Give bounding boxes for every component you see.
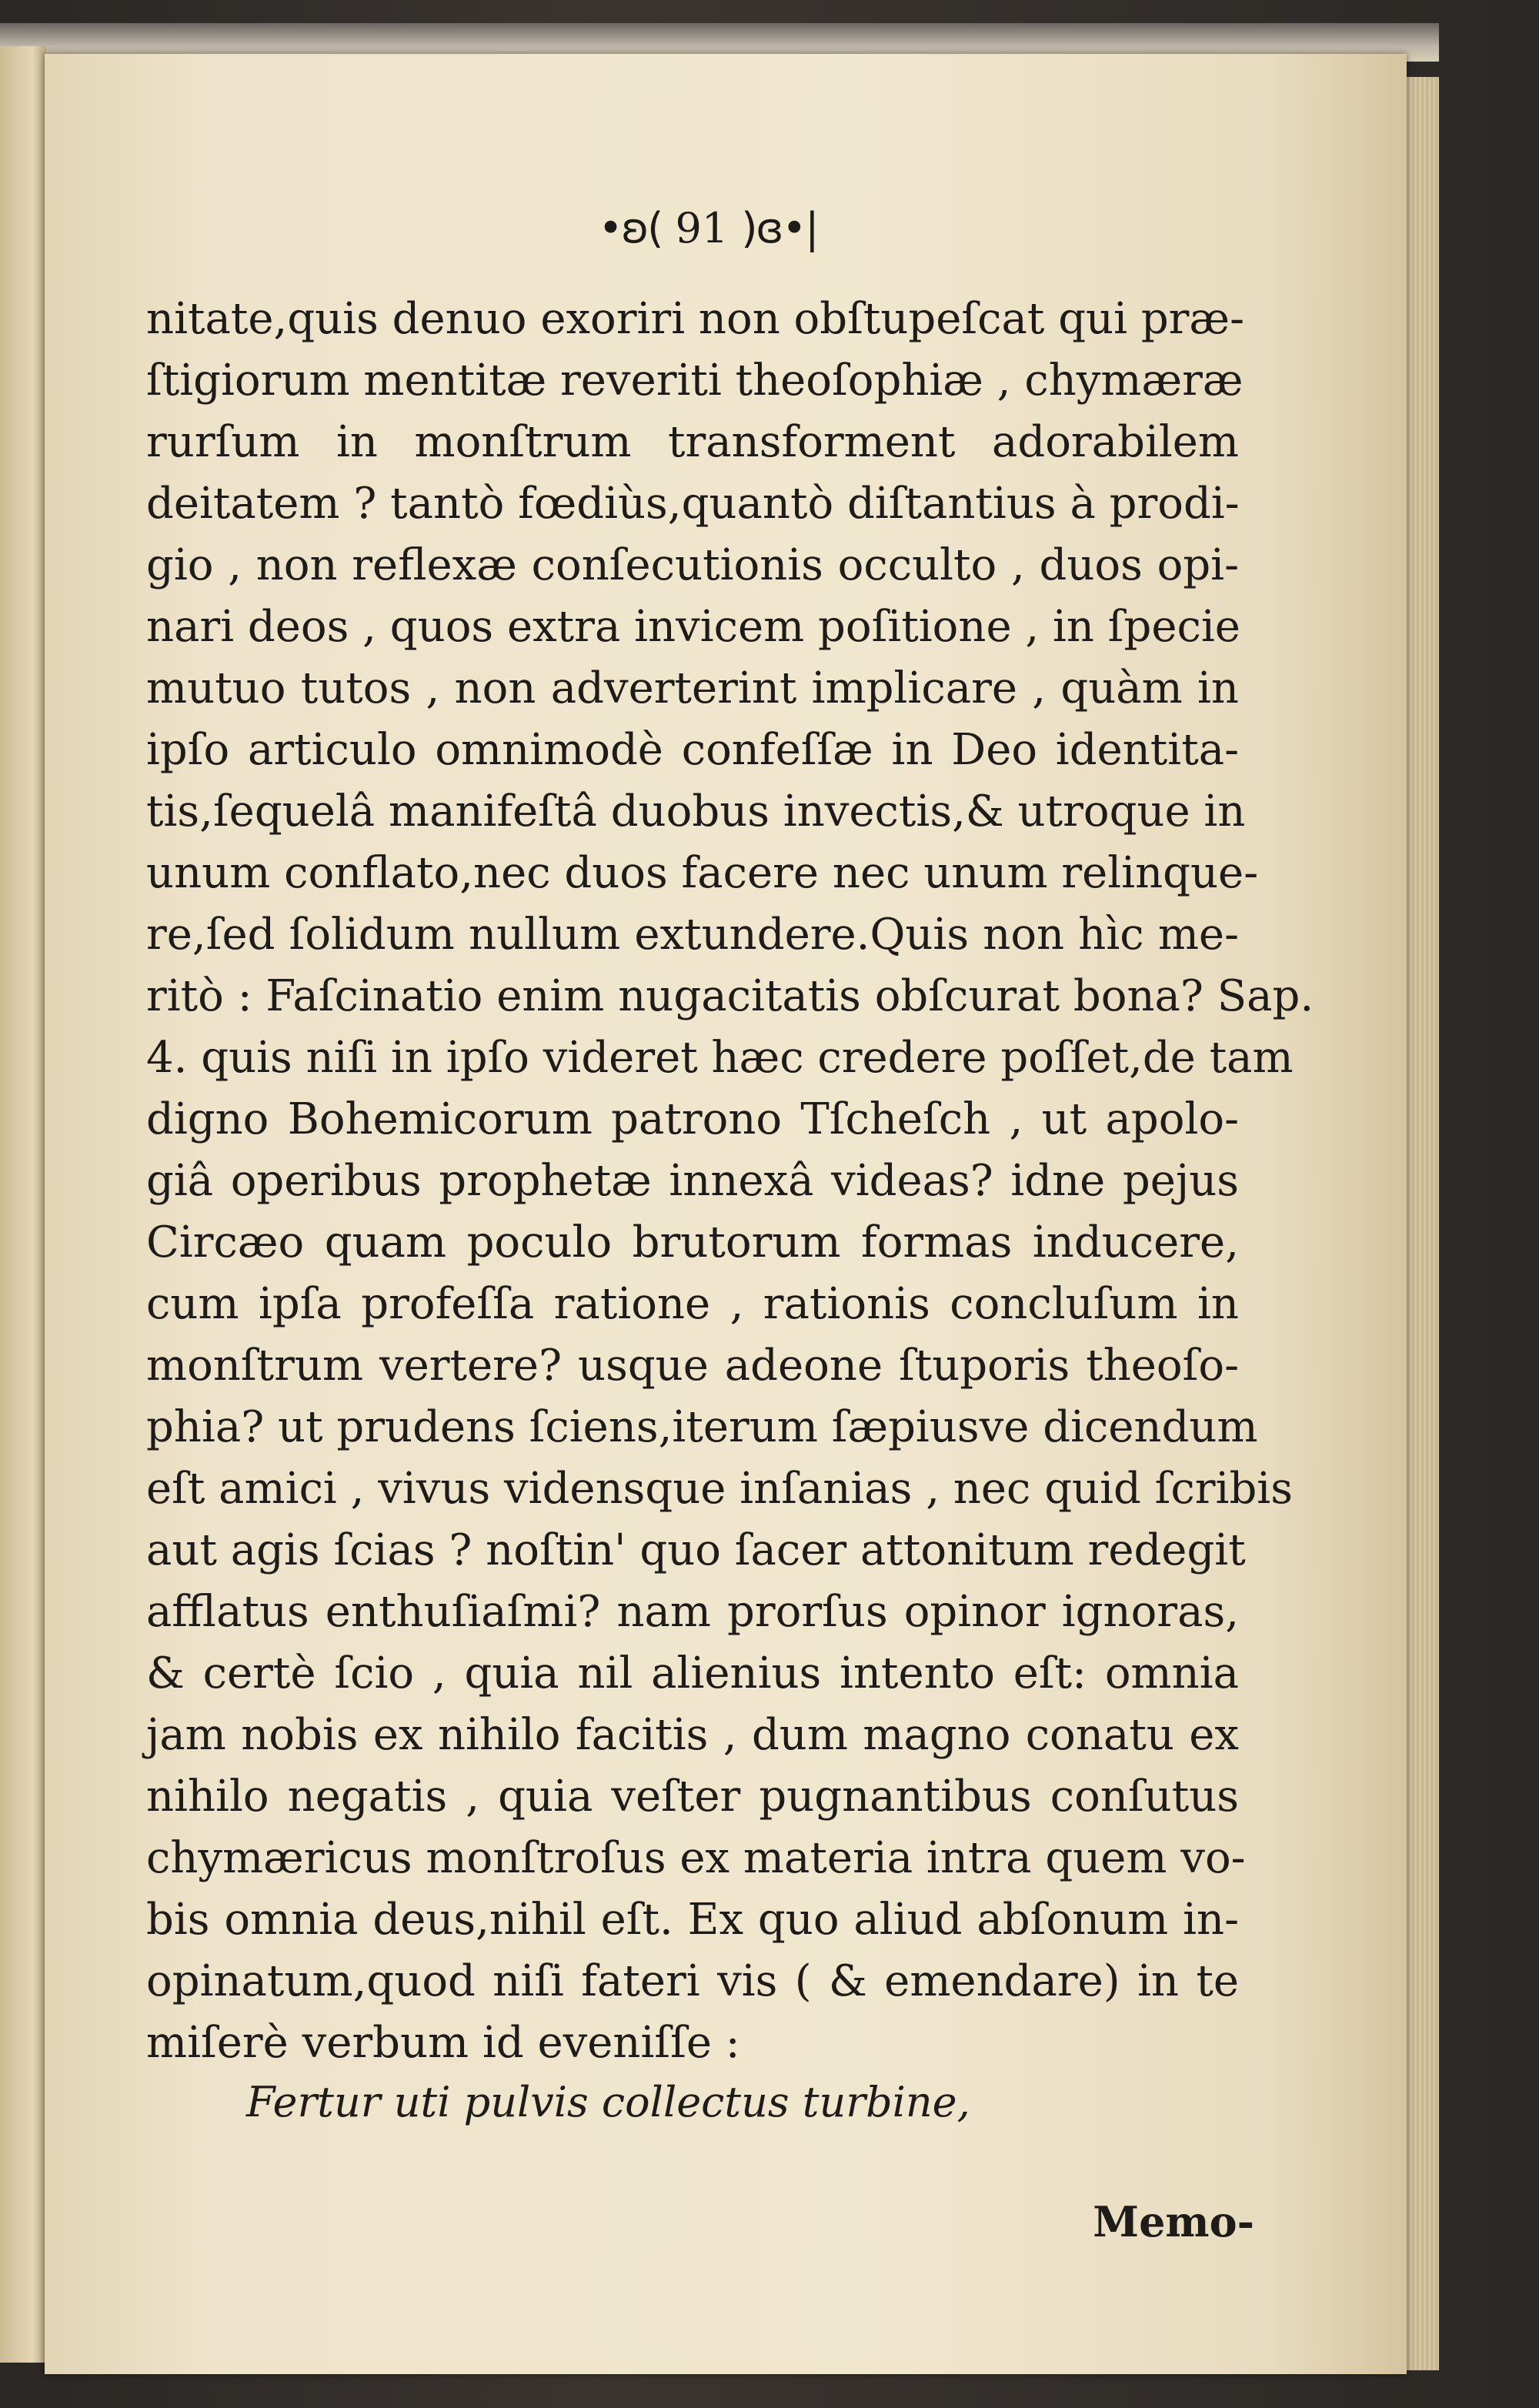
text-line: chymæricus monſtroſus ex materia intra quem vo- [146, 1833, 1246, 1883]
text-line: phia? ut prudens ſciens,iterum ſæpiusve dicendum [146, 1402, 1258, 1452]
text-line: rurſum in monſtrum transforment adorabilem [146, 417, 1239, 467]
page-number: 91 [675, 204, 729, 252]
text-line: jam nobis ex nihilo facitis , dum magno conatu ex [146, 1710, 1239, 1760]
text-line: deitatem ? tantò fœdiùs,quantò diſtantius à prodi- [146, 479, 1240, 529]
text-line: bis omnia deus,nihil eſt. Ex quo aliud abſonum in- [146, 1895, 1239, 1945]
catchword: Memo- [1093, 2197, 1254, 2246]
text-line: cum ipſa profeſſa ratione , rationis concluſum in [146, 1279, 1239, 1329]
text-line: & certè ſcio , quia nil alienius intento eſt: omnia [146, 1648, 1239, 1698]
body-text [146, 289, 1314, 2074]
verse-line: Fertur uti pulvis collectus turbine, [246, 2078, 970, 2126]
text-line: digno Bohemicorum patrono Tſcheſch , ut apolo- [146, 1094, 1239, 1144]
text-line: mutuo tutos , non adverterint implicare , quàm in [146, 663, 1239, 713]
text-line: opinatum,quod niſi fateri vis ( & emendare) in te [146, 1956, 1239, 2006]
page-header [539, 204, 877, 258]
text-line: re,ſed ſolidum nullum extundere.Quis non hìc me- [146, 910, 1239, 960]
text-line: unum conflato,nec duos facere nec unum relinque- [146, 848, 1259, 898]
header-left-ornament: •ʚ( [598, 204, 663, 252]
text-line: gio , non reflexæ conſecutionis occulto , duos opi- [146, 540, 1239, 590]
header-right-ornament: )ɞ•| [741, 204, 818, 252]
text-line: nari deos , quos extra invicem poſitione , in ſpecie [146, 602, 1240, 652]
text-line: Circæo quam poculo brutorum formas inducere, [146, 1217, 1239, 1267]
text-line: giâ operibus prophetæ innexâ videas? idne pejus [146, 1156, 1239, 1206]
text-line: miſerè verbum id eveniſſe : [146, 2018, 740, 2068]
text-line: tis,ſequelâ manifeſtâ duobus invectis,& utroque in [146, 787, 1246, 837]
text-line: nihilo negatis , quia veſter pugnantibus conſutus [146, 1772, 1239, 1822]
facing-page-edge [0, 46, 46, 2363]
text-line: 4. quis niſi in ipſo videret hæc credere poſſet,de tam [146, 1033, 1294, 1083]
text-line: nitate,quis denuo exoriri non obſtupeſcat qui præ- [146, 294, 1244, 344]
text-line: aut agis ſcias ? noſtin' quo ſacer attonitum redegit [146, 1525, 1246, 1575]
text-line: ritò : Faſcinatio enim nugacitatis obſcurat bona? Sap. [146, 971, 1314, 1021]
page-fore-edge [1407, 77, 1439, 2370]
text-line: monſtrum vertere? usque adeone ſtuporis theoſo- [146, 1341, 1239, 1391]
text-line: ſtigiorum mentitæ reveriti theoſophiæ , chymæræ [146, 356, 1244, 406]
text-line: ipſo articulo omnimodè confeſſæ in Deo identita- [146, 725, 1239, 775]
text-line: afflatus enthuſiaſmi? nam prorſus opinor ignoras, [146, 1587, 1239, 1637]
text-line: eſt amici , vivus vidensque inſanias , nec quid ſcribis [146, 1464, 1293, 1514]
